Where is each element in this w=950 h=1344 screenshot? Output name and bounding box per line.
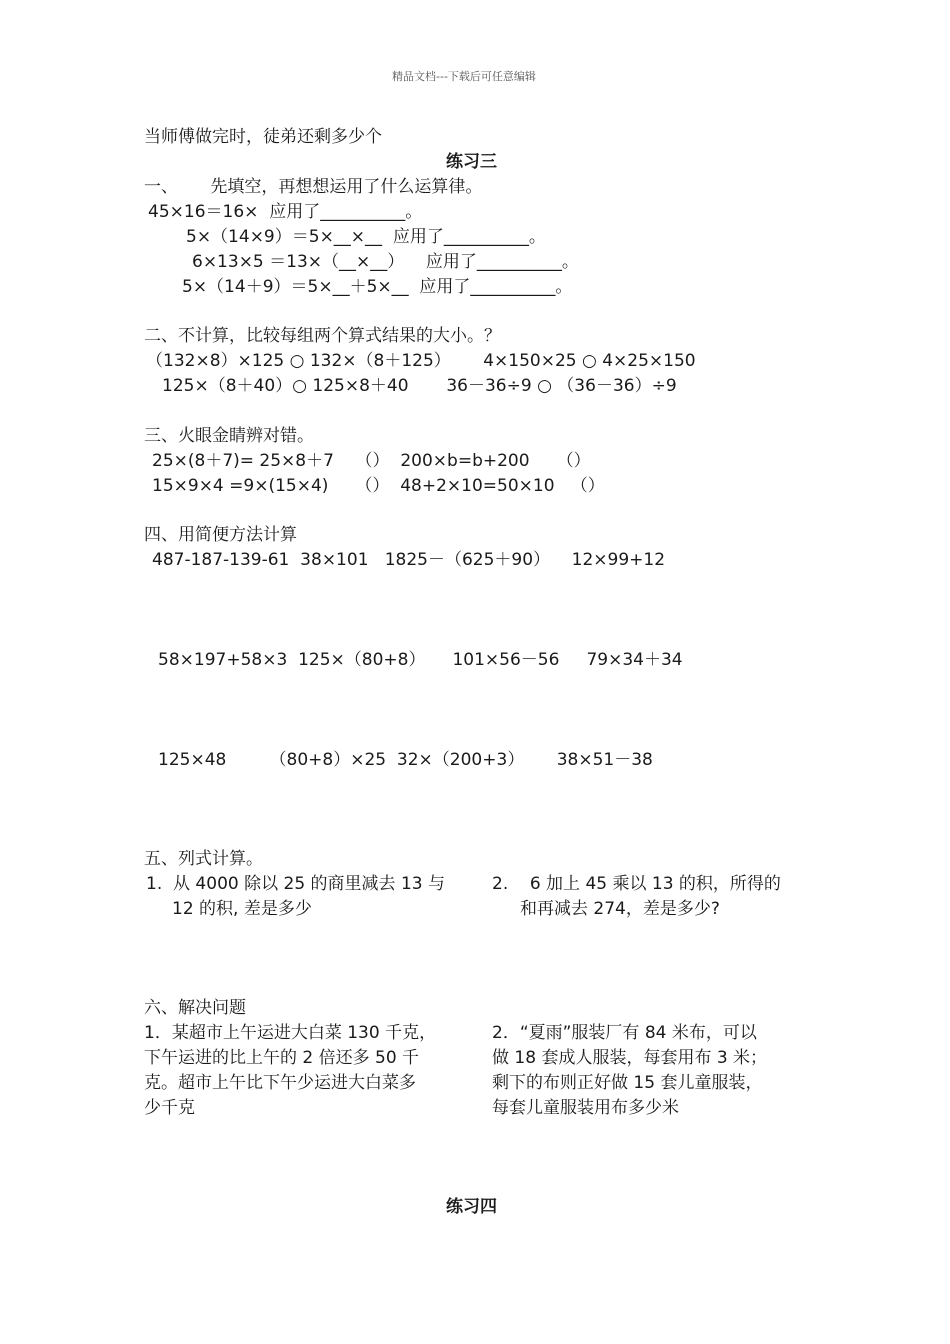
- section-6-q1-line-1: 1．某超市上午运进大白菜 130 千克，: [144, 1023, 437, 1043]
- page-header: 精品文档---下载后可任意编辑: [392, 70, 536, 83]
- section-2-line-2: 125×（8＋40）○ 125×8＋40 36－36÷9 ○ （36－36）÷9: [162, 376, 677, 396]
- section-3-line-1: 25×(8＋7)= 25×8＋7 （） 200×b=b+200 （）: [152, 451, 591, 471]
- section-5-heading: 五、列式计算。: [144, 849, 263, 869]
- section-1-heading: 一、 先填空，再想想运用了什么运算律。: [144, 177, 483, 197]
- section-3-line-2: 15×9×4 =9×(15×4) （） 48+2×10=50×10 （）: [152, 476, 605, 496]
- section-6-q2-line-1: 2．“夏雨”服装厂有 84 米布，可以: [492, 1023, 757, 1043]
- section-1-line-3: 6×13×5 ＝13×（__×__） 应用了__________。: [192, 252, 579, 272]
- section-4-heading: 四、用简便方法计算: [144, 525, 297, 545]
- section-1-line-1: 45×16＝16× 应用了__________。: [148, 202, 423, 222]
- exercise-4-title: 练习四: [446, 1197, 497, 1217]
- section-4-row-2: 58×197+58×3 125×（80+8） 101×56－56 79×34＋34: [158, 650, 683, 670]
- section-5-q1-line-1: 1. 从 4000 除以 25 的商里减去 13 与: [146, 874, 445, 894]
- section-4-row-1: 487-187-139-61 38×101 1825－（625＋90） 12×99+12: [152, 550, 666, 570]
- section-6-q2-line-2: 做 18 套成人服装，每套用布 3 米；: [492, 1048, 768, 1068]
- section-1-line-4: 5×（14＋9）＝5×__＋5×__ 应用了__________。: [182, 277, 573, 297]
- section-3-heading: 三、火眼金睛辨对错。: [144, 426, 314, 446]
- section-6-heading: 六、解决问题: [144, 998, 246, 1018]
- exercise-3-title: 练习三: [446, 152, 497, 172]
- section-4-row-3: 125×48 （80+8）×25 32×（200+3） 38×51－38: [158, 750, 653, 770]
- section-2-line-1: （132×8）×125 ○ 132×（8＋125） 4×150×25 ○ 4×25×150: [146, 351, 696, 371]
- section-5-q1-line-2: 12 的积, 差是多少: [172, 899, 312, 919]
- section-6-q1-line-2: 下午运进的比上午的 2 倍还多 50 千: [144, 1048, 420, 1068]
- section-6-q1-line-3: 克。超市上午比下午少运进大白菜多: [144, 1073, 416, 1093]
- section-2-heading: 二、不计算，比较每组两个算式结果的大小。？: [144, 326, 501, 346]
- section-5-q2-line-2: 和再减去 274，差是多少?: [520, 899, 720, 919]
- section-1-line-2: 5×（14×9）＝5×__×__ 应用了__________。: [186, 227, 546, 247]
- section-6-q2-line-4: 每套儿童服装用布多少米: [492, 1098, 679, 1118]
- section-6-q1-line-4: 少千克: [144, 1098, 195, 1118]
- intro-question: 当师傅做完时，徒弟还剩多少个: [144, 127, 382, 147]
- section-6-q2-line-3: 剩下的布则正好做 15 套儿童服装，: [492, 1073, 763, 1093]
- section-5-q2-line-1: 2. 6 加上 45 乘以 13 的积，所得的: [492, 874, 781, 894]
